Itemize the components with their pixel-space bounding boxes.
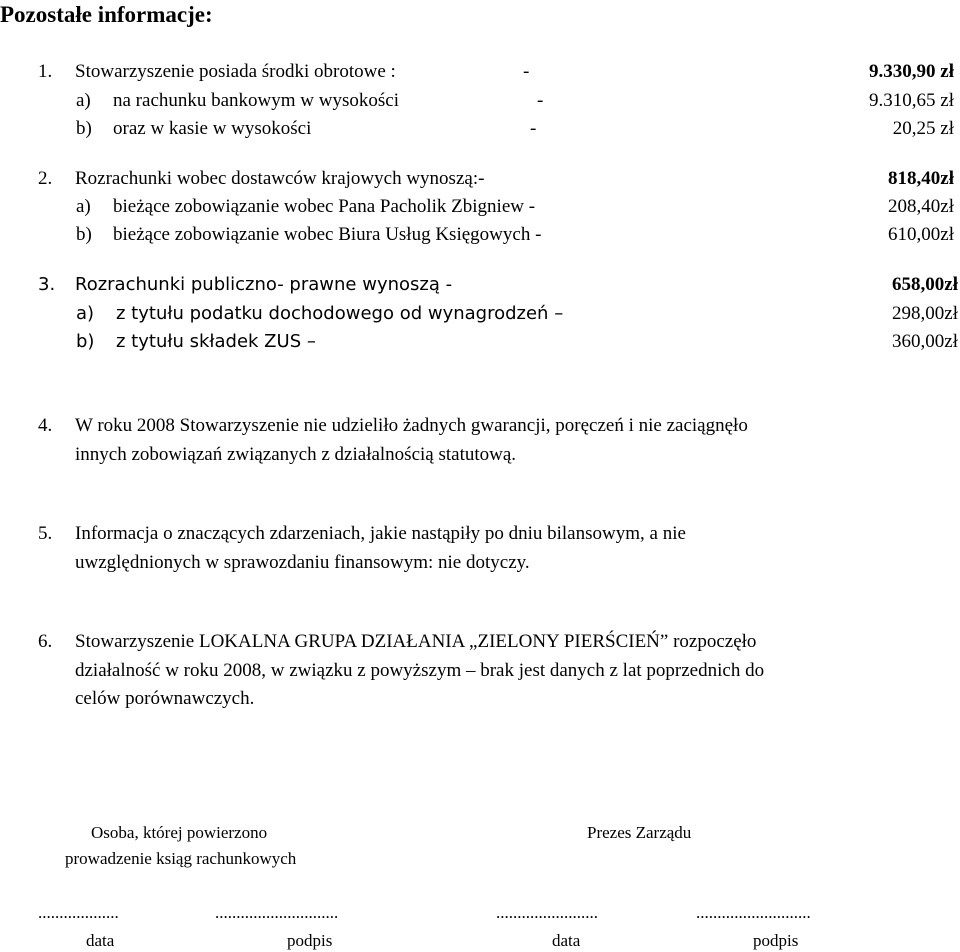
item-6-line-3: celów porównawczych. bbox=[75, 688, 255, 709]
item-3b-amount: 360,00zł bbox=[892, 331, 958, 352]
item-1-dash: - bbox=[523, 61, 530, 82]
item-1a-dash: - bbox=[537, 90, 544, 111]
signature-dots-2: ............................. bbox=[215, 903, 339, 922]
item-6-line-1: Stowarzyszenie LOKALNA GRUPA DZIAŁANIA „ZIELONY PIERŚCIEŃ” rozpoczęło bbox=[75, 631, 757, 652]
signature-left-title-1: Osoba, której powierzono bbox=[91, 823, 268, 842]
item-2a-amount: 208,40zł bbox=[888, 196, 954, 217]
item-5-line-2: uwzględnionych w sprawozdaniu finansowym: nie dotyczy. bbox=[75, 552, 530, 573]
item-1b-amount: 20,25 zł bbox=[892, 118, 954, 139]
signature-right-title: Prezes Zarządu bbox=[587, 823, 692, 842]
item-1a-amount: 9.310,65 zł bbox=[869, 90, 954, 111]
signature-label-podpis-1: podpis bbox=[287, 931, 333, 950]
item-5-line-1: Informacja o znaczących zdarzeniach, jakie nastąpiły po dniu bilansowym, a nie bbox=[75, 523, 686, 544]
item-3a-label: a) bbox=[76, 303, 95, 324]
signature-label-data-2: data bbox=[552, 931, 581, 950]
section-heading: Pozostałe informacje: bbox=[0, 2, 213, 27]
item-1b-label: b) bbox=[76, 118, 92, 139]
item-4-number: 4. bbox=[38, 415, 53, 436]
item-2-number: 2. bbox=[38, 168, 53, 189]
item-1-number: 1. bbox=[38, 61, 53, 82]
signature-dots-3: ........................ bbox=[496, 903, 598, 922]
item-1-amount: 9.330,90 zł bbox=[869, 61, 954, 82]
signature-label-podpis-2: podpis bbox=[753, 931, 799, 950]
item-2-text: Rozrachunki wobec dostawców krajowych wynoszą:- bbox=[75, 168, 485, 189]
item-3a-text: z tytułu podatku dochodowego od wynagrodzeń – bbox=[116, 303, 564, 324]
item-2b-amount: 610,00zł bbox=[888, 224, 954, 245]
item-2-amount: 818,40zł bbox=[888, 168, 954, 189]
item-6-number: 6. bbox=[38, 631, 53, 652]
item-3-text: Rozrachunki publiczno- prawne wynoszą - bbox=[75, 274, 453, 295]
item-3a-amount: 298,00zł bbox=[892, 303, 958, 324]
item-1a-label: a) bbox=[76, 90, 91, 111]
item-6-line-2: działalność w roku 2008, w związku z powyższym – brak jest danych z lat poprzednich do bbox=[75, 660, 765, 681]
item-2b-text: bieżące zobowiązanie wobec Biura Usług Księgowych - bbox=[113, 224, 542, 245]
item-2a-label: a) bbox=[76, 196, 91, 217]
item-1-text: Stowarzyszenie posiada środki obrotowe : bbox=[75, 61, 396, 82]
item-3b-label: b) bbox=[76, 331, 95, 352]
signature-left-title-2: prowadzenie ksiąg rachunkowych bbox=[65, 849, 297, 868]
signature-dots-4: ........................... bbox=[696, 903, 811, 922]
signature-label-data-1: data bbox=[86, 931, 115, 950]
item-3b-text: z tytułu składek ZUS – bbox=[116, 331, 316, 352]
item-2b-label: b) bbox=[76, 224, 92, 245]
item-1b-dash: - bbox=[530, 118, 537, 139]
item-1b-text: oraz w kasie w wysokości bbox=[113, 118, 312, 139]
item-4-line-2: innych zobowiązań związanych z działalnością statutową. bbox=[75, 444, 517, 465]
item-1a-text: na rachunku bankowym w wysokości bbox=[113, 90, 400, 111]
signature-dots-1: ................... bbox=[38, 903, 119, 922]
item-2a-text: bieżące zobowiązanie wobec Pana Pacholik Zbigniew - bbox=[113, 196, 536, 217]
item-3-amount: 658,00zł bbox=[892, 274, 958, 295]
item-3-number: 3. bbox=[38, 274, 56, 295]
item-5-number: 5. bbox=[38, 523, 53, 544]
item-4-line-1: W roku 2008 Stowarzyszenie nie udzieliło żadnych gwarancji, poręczeń i nie zaciągnęło bbox=[75, 415, 748, 436]
